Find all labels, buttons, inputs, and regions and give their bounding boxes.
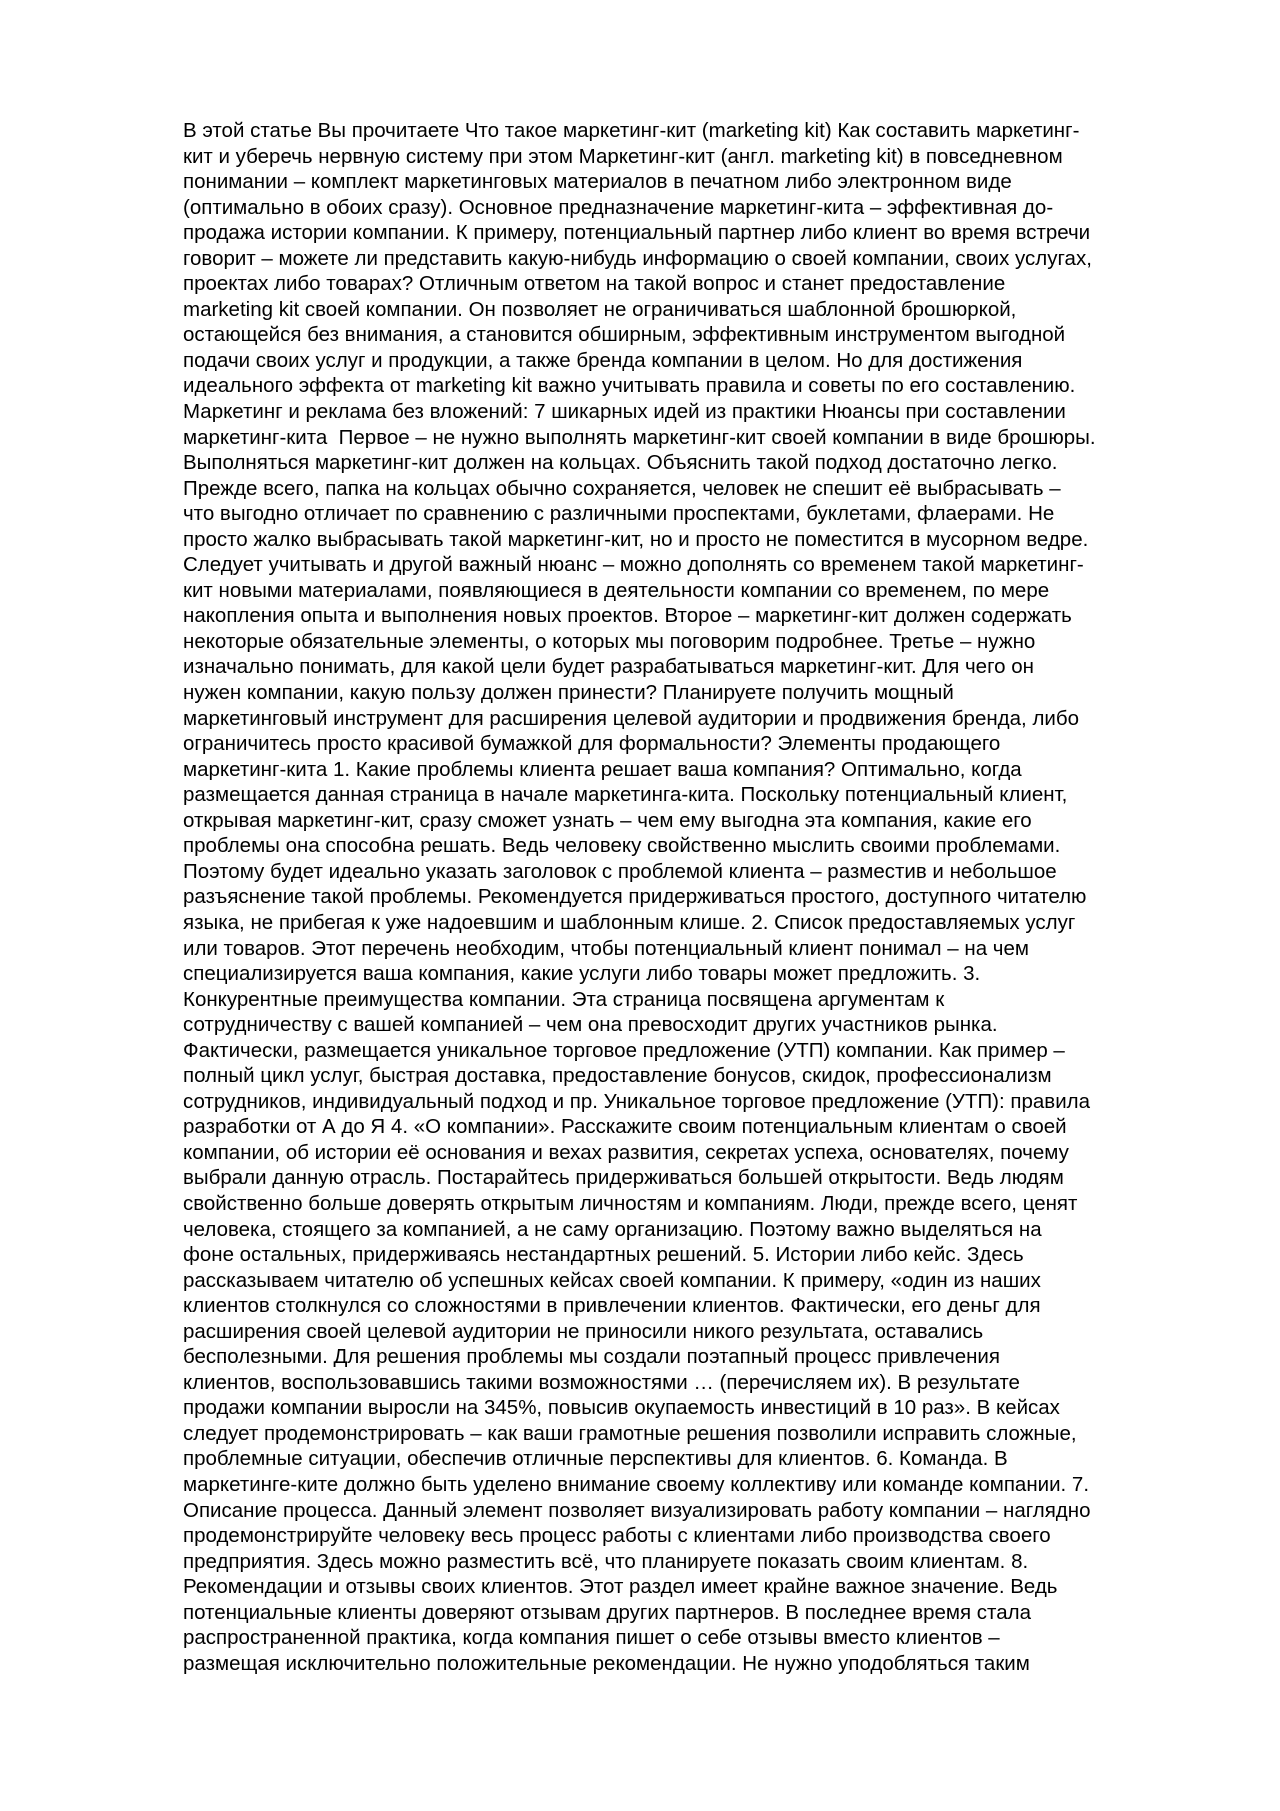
text-line: языка, не прибегая к уже надоевшим и шаблонным клише. 2. Список предоставляемых услуг	[183, 910, 1076, 934]
text-line: полный цикл услуг, быстрая доставка, предоставление бонусов, скидок, профессионализм	[183, 1064, 1052, 1088]
text-line: Поэтому будет идеально указать заголовок с проблемой клиента – разместив и небольшое	[183, 859, 1057, 883]
text-line: marketing kit своей компании. Он позволяет не ограничиваться шаблонной брошюркой,	[183, 297, 1017, 321]
text-line: клиентов столкнулся со сложностями в привлечении клиентов. Фактически, его деньг для	[183, 1294, 1041, 1318]
text-line: идеального эффекта от marketing kit важно учитывать правила и советы по его составлению.	[183, 374, 1076, 398]
text-line: открывая маркетинг-кит, сразу сможет узнать – чем ему выгодна эта компания, какие его	[183, 808, 1032, 832]
text-line: проблемные ситуации, обеспечив отличные перспективы для клиентов. 6. Команда. В	[183, 1447, 1008, 1471]
text-line: Рекомендации и отзывы своих клиентов. Этот раздел имеет крайне важное значение. Ведь	[183, 1575, 1058, 1599]
text-line: компании, об истории её основания и вехах развития, секретах успеха, основателях, почему	[183, 1140, 1069, 1164]
text-line: кит и уберечь нервную систему при этом Маркетинг-кит (англ. marketing kit) в повседневном	[183, 144, 1063, 168]
text-line: просто жалко выбрасывать такой маркетинг-кит, но и просто не поместится в мусорном ведре.	[183, 527, 1089, 551]
text-line: свойственно больше доверять открытым личностям и компаниям. Люди, прежде всего, ценят	[183, 1191, 1078, 1215]
text-line: накопления опыта и выполнения новых проектов. Второе – маркетинг-кит должен содержать	[183, 604, 1072, 628]
text-line: бесполезными. Для решения проблемы мы создали поэтапный процесс привлечения	[183, 1345, 1000, 1369]
text-line: размещая исключительно положительные рекомендации. Не нужно уподобляться таким	[183, 1651, 1030, 1675]
text-line: человека, стоящего за компанией, а не саму организацию. Поэтому важно выделяться на	[183, 1217, 1042, 1241]
text-line: предприятия. Здесь можно разместить всё, что планируете показать своим клиентам. 8.	[183, 1549, 1029, 1573]
text-line: расширения своей целевой аудитории не приносили никого результата, оставались	[183, 1319, 984, 1343]
text-line: изначально понимать, для какой цели будет разрабатываться маркетинг-кит. Для чего он	[183, 655, 1034, 679]
text-line: фоне остальных, придерживаясь нестандартных решений. 5. Истории либо кейс. Здесь	[183, 1243, 1024, 1267]
text-line: рассказываем читателю об успешных кейсах своей компании. К примеру, «один из наших	[183, 1268, 1041, 1292]
text-line: нужен компании, какую пользу должен принести? Планируете получить мощный	[183, 681, 954, 705]
text-line: маркетинге-ките должно быть уделено внимание своему коллективу или команде компании. 7.	[183, 1472, 1090, 1496]
text-line: сотрудников, индивидуальный подход и пр. Уникальное торговое предложение (УТП): правила	[183, 1089, 1091, 1113]
text-line: проблемы она способна решать. Ведь человеку свойственно мыслить своими проблемами.	[183, 834, 1061, 858]
text-line: ограничитесь просто красивой бумажкой для формальности? Элементы продающего	[183, 732, 1001, 756]
text-line: Маркетинг и реклама без вложений: 7 шикарных идей из практики Нюансы при составлении	[183, 400, 1066, 424]
text-line: Описание процесса. Данный элемент позволяет визуализировать работу компании – наглядно	[183, 1498, 1091, 1522]
text-line: остающейся без внимания, а становится обширным, эффективным инструментом выгодной	[183, 323, 1066, 347]
text-line: размещается данная страница в начале маркетинга-кита. Поскольку потенциальный клиент,	[183, 783, 1068, 807]
text-line: распространенной практика, когда компания пишет о себе отзывы вместо клиентов –	[183, 1626, 1000, 1650]
text-line: говорит – можете ли представить какую-нибудь информацию о своей компании, своих услугах,	[183, 246, 1092, 270]
text-line: Выполняться маркетинг-кит должен на кольцах. Объяснить такой подход достаточно легко.	[183, 451, 1058, 475]
text-line: Фактически, размещается уникальное торговое предложение (УТП) компании. Как пример –	[183, 1038, 1065, 1062]
text-line: кит новыми материалами, появляющиеся в деятельности компании со временем, по мере	[183, 578, 1050, 602]
text-line: маркетинг-кита Первое – не нужно выполнять маркетинг-кит своей компании в виде брошюры.	[183, 425, 1096, 449]
text-line: подачи своих услуг и продукции, а также бренда компании в целом. Но для достижения	[183, 348, 1023, 372]
text-line: понимании – комплект маркетинговых материалов в печатном либо электронном виде	[183, 170, 1012, 194]
text-line: Прежде всего, папка на кольцах обычно сохраняется, человек не спешит её выбрасывать –	[183, 476, 1061, 500]
text-line: В этой статье Вы прочитаете Что такое маркетинг-кит (marketing kit) Как составить маркетинг-	[183, 119, 1080, 142]
text-line: клиентов, воспользовавшись такими возможностями … (перечисляем их). В результате	[183, 1370, 1020, 1394]
text-line: выбрали данную отрасль. Постарайтесь придерживаться большей открытости. Ведь людям	[183, 1166, 1064, 1190]
text-line: Конкурентные преимущества компании. Эта страница посвящена аргументам к	[183, 987, 945, 1011]
text-line: некоторые обязательные элементы, о которых мы поговорим подробнее. Третье – нужно	[183, 629, 1036, 653]
text-line: проектах либо товарах? Отличным ответом на такой вопрос и станет предоставление	[183, 272, 1006, 296]
text-line: что выгодно отличает по сравнению с различными проспектами, буклетами, флаерами. Не	[183, 502, 1055, 526]
text-line: маркетинговый инструмент для расширения целевой аудитории и продвижения бренда, либо	[183, 706, 1079, 730]
text-line: специализируется ваша компания, какие услуги либо товары может предложить. 3.	[183, 962, 981, 986]
text-line: потенциальные клиенты доверяют отзывам других партнеров. В последнее время стала	[183, 1600, 1031, 1624]
text-line: разработки от А до Я 4. «О компании». Расскажите своим потенциальным клиентам о своей	[183, 1115, 1067, 1139]
text-line: следует продемонстрировать – как ваши грамотные решения позволили исправить сложные,	[183, 1421, 1077, 1445]
text-line: продажи компании выросли на 345%, повысив окупаемость инвестиций в 10 раз». В кейсах	[183, 1396, 1060, 1420]
text-line: или товаров. Этот перечень необходим, чтобы потенциальный клиент понимал – на чем	[183, 936, 1029, 960]
text-line: Следует учитывать и другой важный нюанс – можно дополнять со временем такой маркетинг-	[183, 553, 1084, 577]
text-line: продемонстрируйте человеку весь процесс работы с клиентами либо производства своего	[183, 1524, 1051, 1548]
text-line: продажа истории компании. К примеру, потенциальный партнер либо клиент во время встречи	[183, 221, 1091, 245]
text-line: маркетинг-кита 1. Какие проблемы клиента решает ваша компания? Оптимально, когда	[183, 757, 1022, 781]
text-line: (оптимально в обоих сразу). Основное предназначение маркетинг-кита – эффективная до-	[183, 195, 1054, 219]
text-line: сотрудничеству с вашей компанией – чем она превосходит других участников рынка.	[183, 1013, 998, 1037]
article-body	[183, 118, 1096, 1676]
text-line: разъяснение такой проблемы. Рекомендуется придерживаться простого, доступного читателю	[183, 885, 1087, 909]
